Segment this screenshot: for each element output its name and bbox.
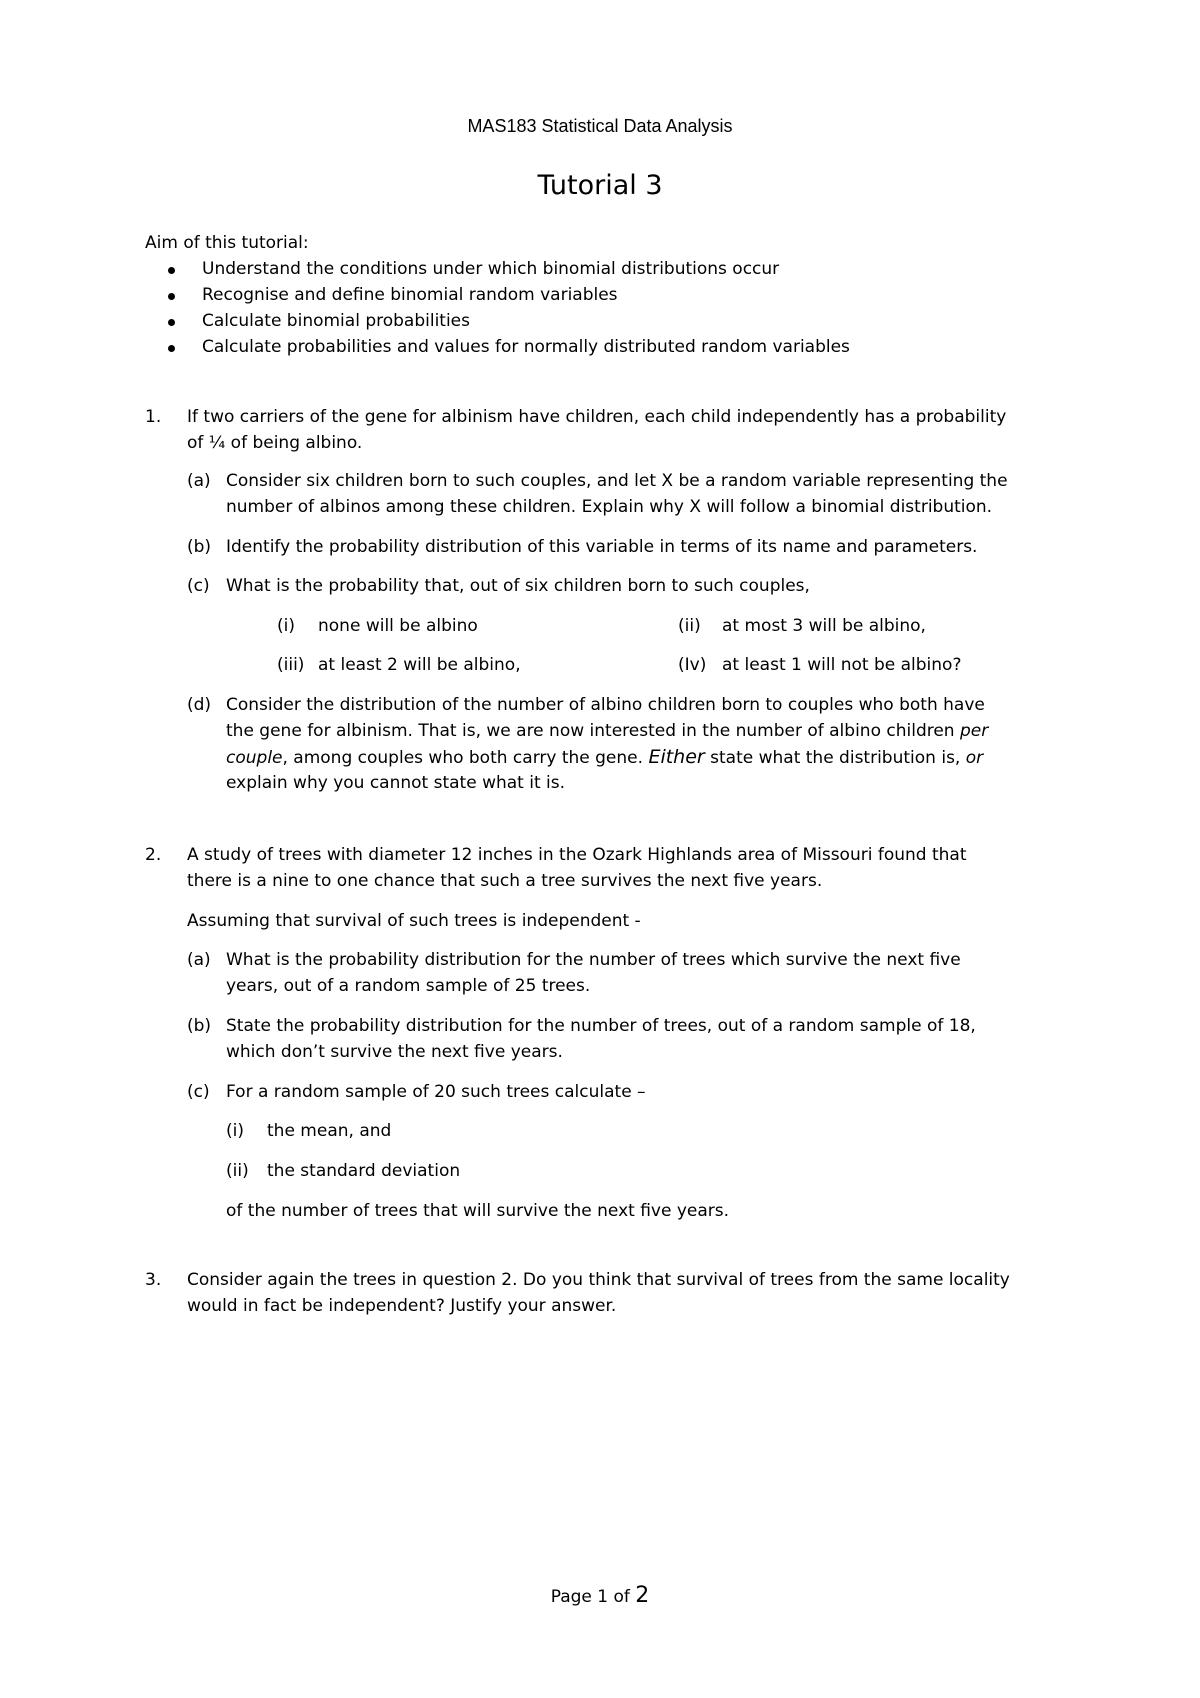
q1c-i-text: none will be albino [318, 616, 478, 636]
bullet-icon [168, 267, 175, 274]
q1d-line3a: , among couples who both carry the gene. [282, 748, 644, 768]
q1d-line4: explain why you cannot state what it is. [226, 773, 566, 793]
q3-text-line2: would in fact be independent? Justify your answer. [187, 1296, 617, 1316]
q1-number: 1. [145, 407, 162, 427]
q2b-line1: State the probability distribution for the number of trees, out of a random sample of 18, [226, 1016, 976, 1036]
q1c-line1: What is the probability that, out of six children born to such couples, [226, 576, 810, 596]
bullet-icon [168, 319, 175, 326]
q2a-label: (a) [187, 950, 211, 970]
q1c-ii-text: at most 3 will be albino, [722, 616, 926, 636]
q1c-iii-text: at least 2 will be albino, [318, 655, 521, 675]
q1d-line3b: state what the distribution is, [710, 748, 961, 768]
q1d-per-italic: per [960, 721, 989, 741]
q1d-line2 [226, 718, 988, 744]
q2b-label: (b) [187, 1016, 212, 1036]
q2a-line2: years, out of a random sample of 25 trees. [226, 976, 591, 996]
q1b-line1: Identify the probability distribution of this variable in terms of its name and parameters. [226, 537, 978, 557]
page-number-prefix: Page 1 of [550, 1587, 630, 1607]
q1c-i-label: (i) [277, 616, 295, 636]
q1a-line2: number of albinos among these children. Explain why X will follow a binomial distribution. [226, 497, 993, 517]
aim-item: Understand the conditions under which binomial distributions occur [202, 259, 780, 279]
q1-text-line1: If two carriers of the gene for albinism have children, each child independently has a probability [187, 407, 1007, 427]
course-title: MAS183 Statistical Data Analysis [467, 116, 733, 136]
q2-assumption: Assuming that survival of such trees is independent - [187, 911, 641, 931]
q1d-line3 [226, 744, 983, 771]
q2-text-line1: A study of trees with diameter 12 inches in the Ozark Highlands area of Missouri found that [187, 845, 967, 865]
page-title: Tutorial 3 [537, 170, 663, 201]
q1c-iv-text: at least 1 will not be albino? [722, 655, 962, 675]
q1d-or-italic: or [965, 748, 984, 768]
q1c-ii-label: (ii) [678, 616, 701, 636]
bullet-icon [168, 345, 175, 352]
q2c-line1: For a random sample of 20 such trees calculate – [226, 1082, 646, 1102]
aim-item: Calculate probabilities and values for normally distributed random variables [202, 337, 850, 357]
q1d-line1: Consider the distribution of the number of albino children born to couples who both have [226, 695, 985, 715]
q1c-iii-label: (iii) [277, 655, 305, 675]
bullet-icon [168, 293, 175, 300]
q1b-label: (b) [187, 537, 212, 557]
page-number [0, 1583, 1200, 1608]
q2c-i-label: (i) [226, 1121, 244, 1141]
q2c-label: (c) [187, 1082, 210, 1102]
q2c-tail: of the number of trees that will survive the next five years. [226, 1201, 730, 1221]
q1d-either-italic: Either [648, 746, 705, 768]
aim-item: Calculate binomial probabilities [202, 311, 470, 331]
q1d-line2-text: the gene for albinism. That is, we are now interested in the number of albino children [226, 721, 955, 741]
aim-item: Recognise and define binomial random variables [202, 285, 618, 305]
q2-text-line2: there is a nine to one chance that such a tree survives the next five years. [187, 871, 823, 891]
q1d-label: (d) [187, 695, 212, 715]
page-number-total: 2 [635, 1583, 650, 1608]
q3-text-line1: Consider again the trees in question 2. Do you think that survival of trees from the same locality [187, 1270, 1010, 1290]
q1a-label: (a) [187, 471, 211, 491]
q2c-i-text: the mean, and [267, 1121, 392, 1141]
q1c-label: (c) [187, 576, 210, 596]
q1c-iv-label: (Iv) [678, 655, 707, 675]
q1a-line1: Consider six children born to such couples, and let X be a random variable representing the [226, 471, 1008, 491]
q2c-ii-text: the standard deviation [267, 1161, 461, 1181]
q2a-line1: What is the probability distribution for the number of trees which survive the next five [226, 950, 961, 970]
q2c-ii-label: (ii) [226, 1161, 249, 1181]
q2b-line2: which don’t survive the next five years. [226, 1042, 563, 1062]
q1-text-line2: of ¼ of being albino. [187, 433, 363, 453]
q2-number: 2. [145, 845, 162, 865]
aims-heading: Aim of this tutorial: [145, 233, 309, 253]
q1d-couple-italic: couple [226, 748, 283, 768]
q3-number: 3. [145, 1270, 162, 1290]
